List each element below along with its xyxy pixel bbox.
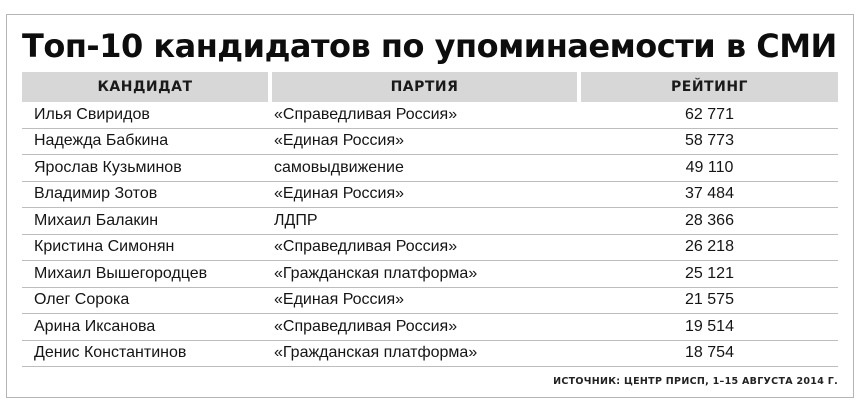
candidate-cell: Кристина Симонян xyxy=(34,238,175,256)
party-cell: самовыдвижение xyxy=(274,158,404,176)
table-row xyxy=(22,235,838,262)
candidate-cell: Михаил Вышегородцев xyxy=(34,264,208,282)
table-row xyxy=(22,314,838,341)
rating-cell: 26 218 xyxy=(685,238,734,256)
candidate-cell: Надежда Бабкина xyxy=(34,132,169,150)
table-body xyxy=(22,102,838,367)
candidate-cell: Ярослав Кузьминов xyxy=(34,158,182,176)
party-cell: «Гражданская платформа» xyxy=(274,264,478,282)
party-cell: «Единая Россия» xyxy=(274,185,405,203)
rating-cell: 19 514 xyxy=(685,317,734,335)
table-row xyxy=(22,182,838,209)
party-cell: «Единая Россия» xyxy=(274,291,405,309)
header-rating: РЕЙТИНГ xyxy=(581,72,838,102)
candidate-cell: Владимир Зотов xyxy=(34,185,158,203)
party-cell: «Гражданская платформа» xyxy=(274,344,478,362)
party-cell: «Справедливая Россия» xyxy=(274,238,458,256)
candidate-cell: Михаил Балакин xyxy=(34,211,159,229)
party-cell: «Единая Россия» xyxy=(274,132,405,150)
table-row xyxy=(22,288,838,315)
rating-cell: 49 110 xyxy=(685,158,734,176)
header-candidate: КАНДИДАТ xyxy=(22,72,268,102)
table-row xyxy=(22,102,838,129)
candidate-cell: Арина Иксанова xyxy=(34,317,156,335)
rating-cell: 18 754 xyxy=(685,344,734,362)
ranking-table xyxy=(22,72,838,367)
table-row xyxy=(22,208,838,235)
source-note: ИСТОЧНИК: ЦЕНТР ПРИСП, 1–15 АВГУСТА 2014 Г. xyxy=(553,376,838,387)
rating-cell: 28 366 xyxy=(685,211,734,229)
party-cell: ЛДПР xyxy=(274,211,318,229)
rating-cell: 37 484 xyxy=(685,185,734,203)
rating-cell: 62 771 xyxy=(685,105,734,123)
party-cell: «Справедливая Россия» xyxy=(274,105,458,123)
rating-cell: 25 121 xyxy=(685,264,734,282)
table-row xyxy=(22,155,838,182)
party-cell: «Справедливая Россия» xyxy=(274,317,458,335)
rating-cell: 58 773 xyxy=(685,132,734,150)
table-row xyxy=(22,129,838,156)
candidate-cell: Илья Свиридов xyxy=(34,105,150,123)
table-header xyxy=(22,72,838,102)
candidate-cell: Денис Константинов xyxy=(34,344,187,362)
table-row xyxy=(22,341,838,368)
rating-cell: 21 575 xyxy=(685,291,734,309)
table-row xyxy=(22,261,838,288)
page-title: Топ-10 кандидатов по упоминаемости в СМИ xyxy=(22,27,837,65)
candidate-cell: Олег Сорока xyxy=(34,291,130,309)
header-party: ПАРТИЯ xyxy=(272,72,577,102)
